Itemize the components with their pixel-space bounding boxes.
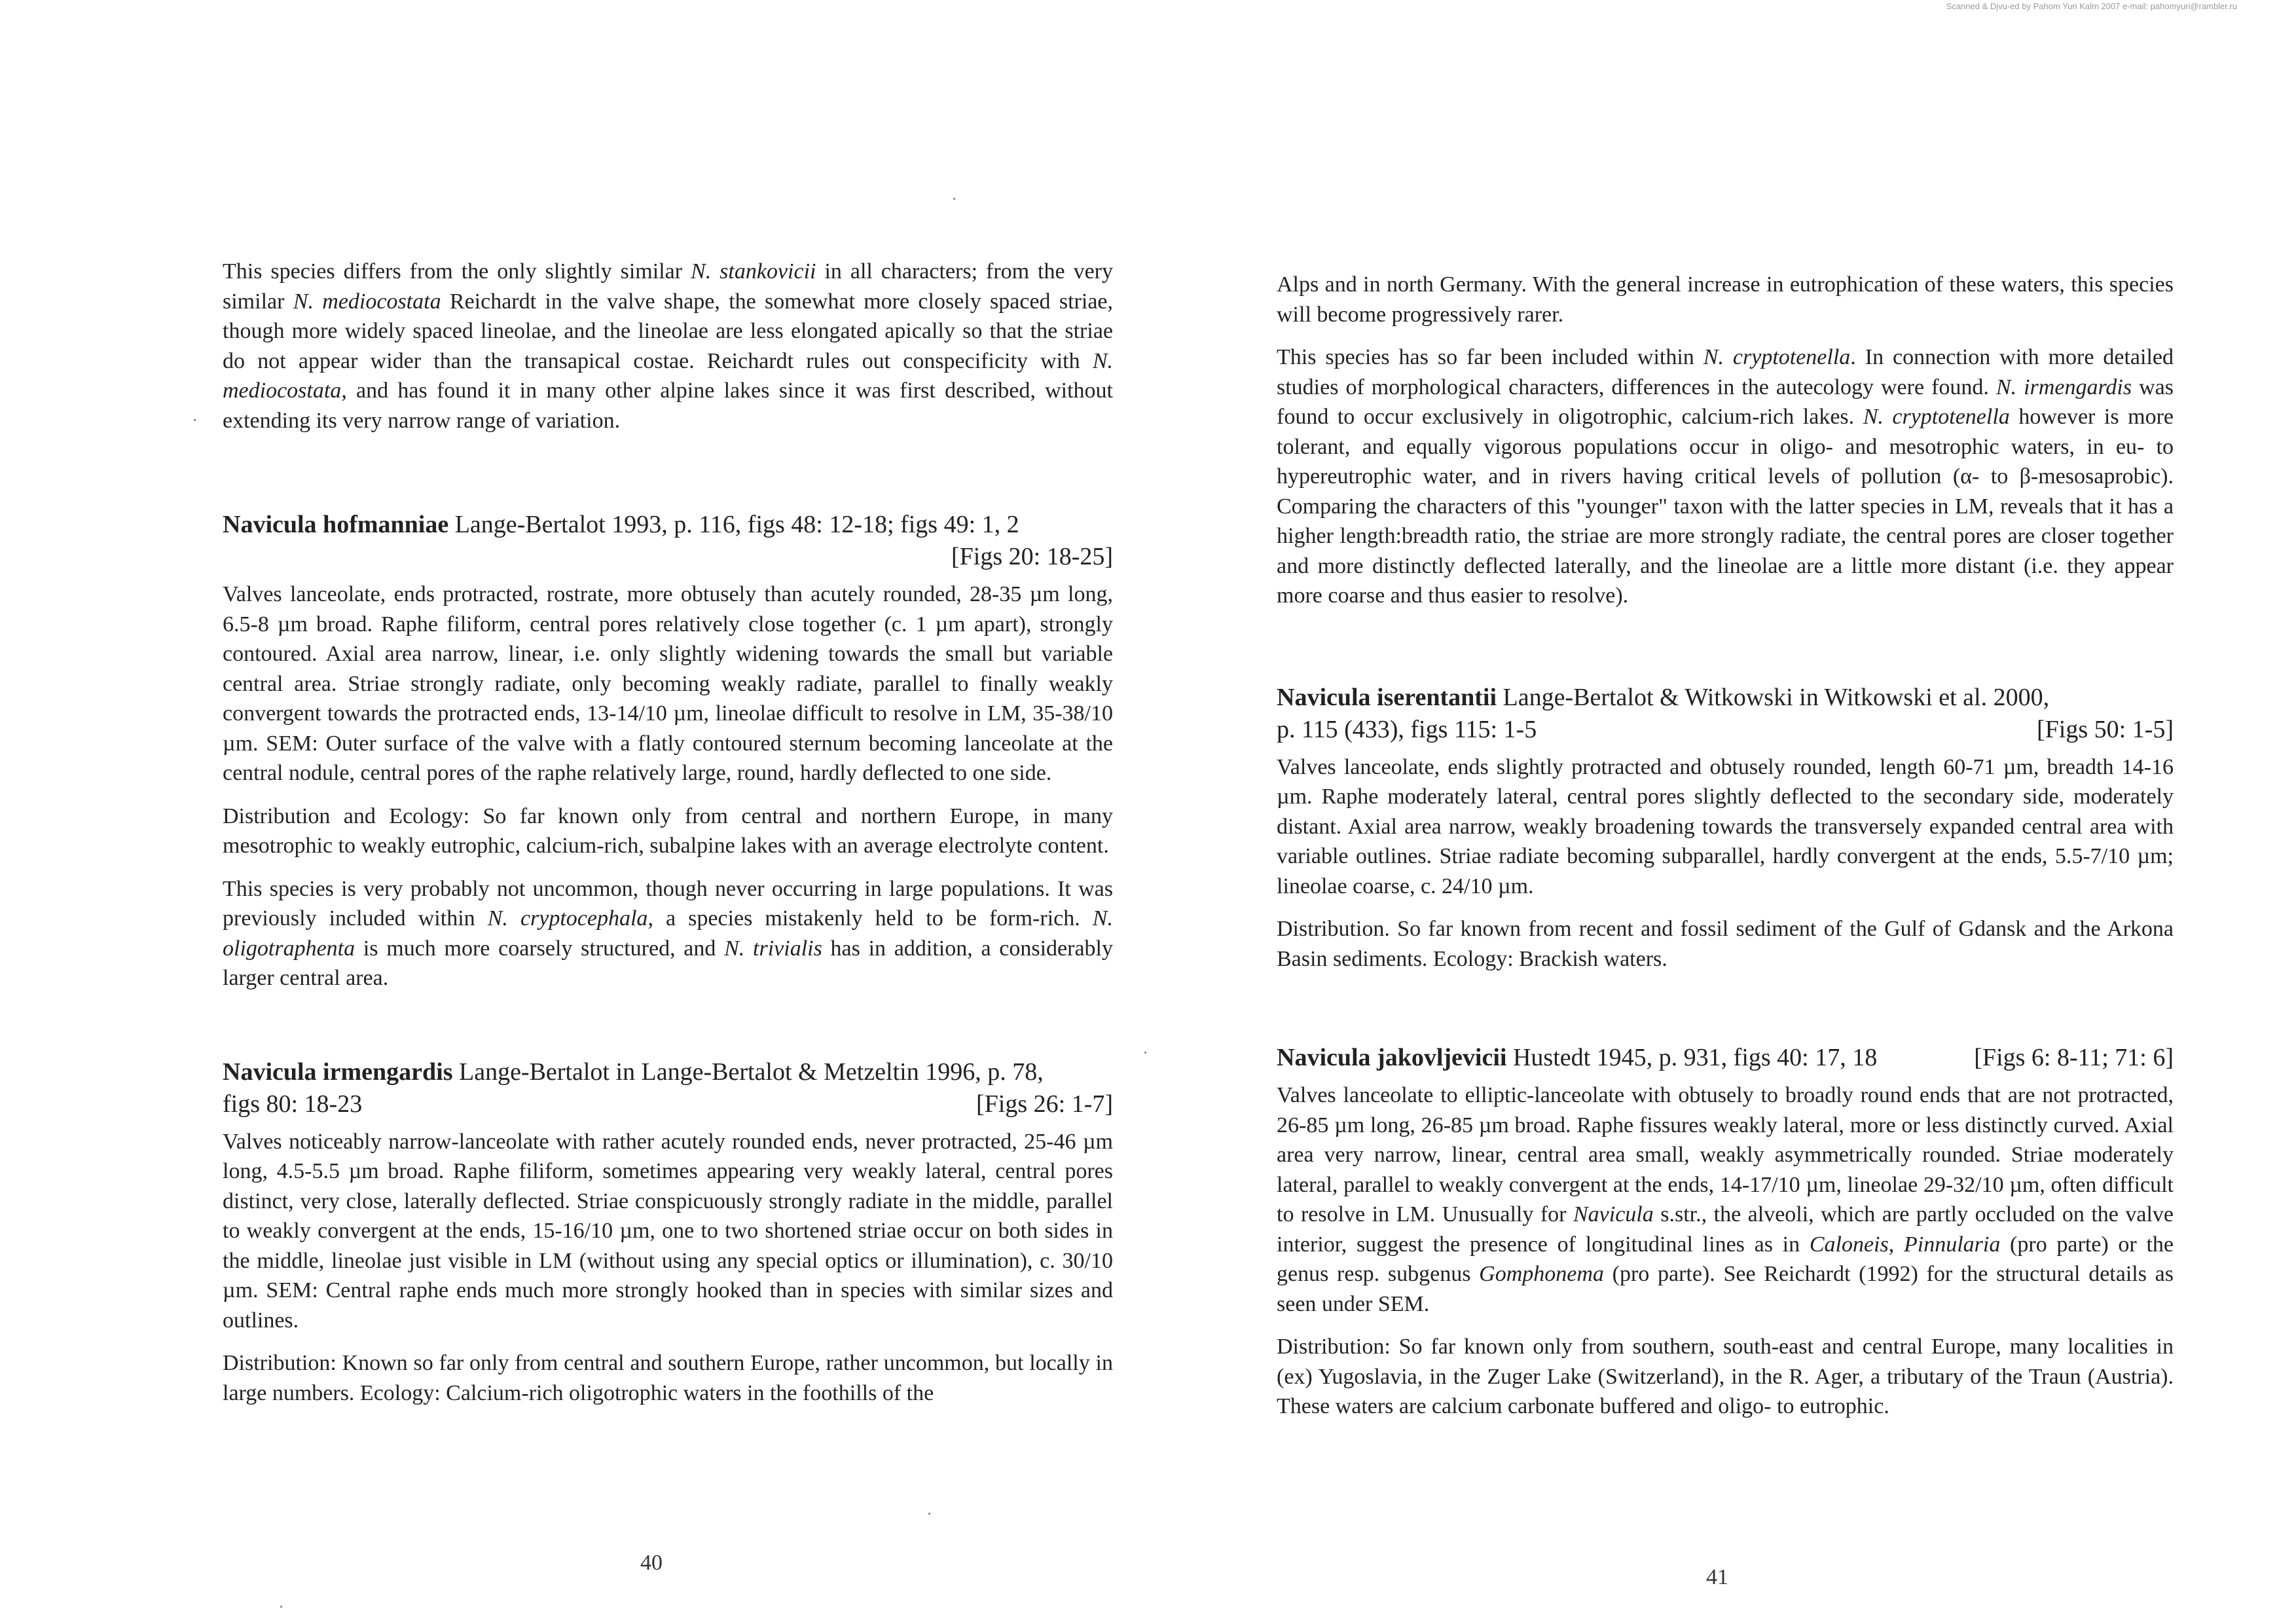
entry-navicula-iserentantii <box>1277 682 2174 974</box>
left-intro-paragraph <box>223 257 1113 435</box>
entry-title <box>1277 1042 1877 1074</box>
italic-text-run: Gomphonema <box>1479 1262 1604 1286</box>
italic-text-run: Caloneis <box>1809 1232 1889 1257</box>
scan-speck <box>194 419 196 421</box>
description-paragraph <box>1277 752 2174 902</box>
remarks-paragraph <box>223 874 1113 993</box>
text-run: , a species mistakenly held to be form-rich. <box>647 906 1093 931</box>
text-run: s.str., the alveoli, which are partly occluded on the valve interior, suggest the presence of longitudinal lines as in <box>1277 1202 2174 1257</box>
entry-navicula-hofmanniae <box>223 509 1113 993</box>
text-run: Valves lanceolate, ends protracted, rostrate, more obtusely than acutely rounded, 28-35 µm long, 6.5-8 µm broad. Raphe filiform, central pores relatively close together (c. 1 µm apart), strongly contoured. Axial area narrow, linear, i.e. only slightly widening towards the small but variable central area. Striae strongly radiate, only becoming weakly radiate, parallel to finally weakly convergent towards the protracted ends, 13-14/10 µm, lineolae difficult to resolve in LM, 35-38/10 µm. SEM: Outer surface of the valve with a flatly contoured sternum becoming lanceolate at the central nodule, central pores of the raphe relatively large, round, hardly deflected to one side. <box>223 582 1113 785</box>
text-run: Distribution. So far known from recent and fossil sediment of the Gulf of Gdansk and the Arkona Basin sediments. Ecology: Brackish waters. <box>1277 917 2174 971</box>
entry-heading <box>223 1056 1113 1120</box>
entry-heading-line <box>223 509 1113 541</box>
distribution-paragraph <box>223 1348 1113 1408</box>
text-run: This species differs from the only slightly similar <box>223 259 691 284</box>
text-run: was found to occur exclusively in oligotrophic, calcium-rich lakes. <box>1277 375 2174 429</box>
text-run: Valves noticeably narrow-lanceolate with rather acutely rounded ends, never protracted, 25-46 µm long, 4.5-5.5 µm broad. Raphe filiform, sometimes appearing very weakly lateral, central pores distinct, very close, laterally deflected. Striae conspicuously strongly radiate in the middle, parallel to weakly convergent at the ends, 15-16/10 µm, one to two shortened striae occur on both sides in the middle, lineolae just visible in LM (without using any special optics or illumination), c. 30/10 µm. SEM: Central raphe ends much more strongly hooked than in species with similar sizes and outlines. <box>223 1129 1113 1333</box>
italic-text-run: N. irmengardis <box>1995 375 2132 399</box>
figure-reference: [Figs 20: 18-25] <box>951 543 1113 570</box>
entry-heading-line <box>223 1088 1113 1120</box>
citation: Lange-Bertalot in Lange-Bertalot & Metzeltin 1996, p. 78, <box>458 1058 1044 1086</box>
distribution-paragraph <box>1277 1332 2174 1422</box>
italic-text-run: Navicula <box>1573 1202 1654 1227</box>
description-paragraph <box>1277 1080 2174 1319</box>
description-paragraph <box>223 1127 1113 1336</box>
entry-heading <box>223 509 1113 573</box>
figure-reference: [Figs 50: 1-5] <box>2037 715 2174 743</box>
right-page <box>1277 270 2174 1435</box>
text-run: This species has so far been included within <box>1277 345 1704 369</box>
citation: Lange-Bertalot & Witkowski in Witkowski et al. 2000, <box>1503 683 2050 711</box>
text-run: Distribution: So far known only from southern, south-east and central Europe, many localities in (ex) Yugoslavia, in the Zuger Lake (Switzerland), in the R. Ager, a tributary of the Traun (Austria). These waters are calcium carbonate buffered and oligo- to eutrophic. <box>1277 1335 2174 1418</box>
text-run: (pro parte) or the genus resp. subgenus <box>1277 1232 2174 1286</box>
figure-reference: [Figs 6: 8-11; 71: 6] <box>1974 1044 2174 1071</box>
text-run: Distribution and Ecology: So far known only from central and northern Europe, in many mesotrophic to weakly eutrophic, calcium-rich, subalpine lakes with an average electrolyte content. <box>223 803 1113 858</box>
entry-title <box>223 1056 1044 1088</box>
distribution-paragraph <box>1277 914 2174 974</box>
taxon-name: Navicula hofmanniae <box>223 511 449 538</box>
text-run: . In connection with more detailed studies of morphological characters, differences in the autecology were found. <box>1277 345 2174 399</box>
italic-text-run: N. cryptotenella <box>1703 345 1851 369</box>
entry-heading <box>1277 682 2174 746</box>
italic-text-run: N. oligotraphenta <box>223 906 1113 961</box>
citation: Hustedt 1945, p. 931, figs 40: 17, 18 <box>1512 1044 1878 1071</box>
taxon-name: Navicula iserentantii <box>1277 683 1497 711</box>
text-run: Valves lanceolate, ends slightly protracted and obtusely rounded, length 60-71 µm, breadth 14-16 µm. Raphe moderately lateral, central pores slightly deflected to the secondary side, moderately distant. Axial area narrow, weakly broadening towards the transversely expanded central area with variable outlines. Striae radiate becoming subparallel, hardly convergent at the ends, 5.5-7/10 µm; lineolae coarse, c. 24/10 µm. <box>1277 754 2174 898</box>
text-run: Reichardt in the valve shape, the somewhat more closely spaced striae, though more widely spaced lineolae, and the lineolae are less elongated apically so that the striae do not appear wider than the transapical costae. Reichardt rules out conspecificity with <box>223 289 1114 373</box>
entry-heading-line <box>1277 1042 2174 1074</box>
text-run: is much more coarsely structured, and <box>355 936 725 961</box>
distribution-paragraph <box>223 802 1113 861</box>
taxon-name: Navicula jakovljevicii <box>1277 1044 1507 1071</box>
entry-title <box>1277 682 2049 714</box>
citation-continued: p. 115 (433), figs 115: 1-5 <box>1277 715 1537 743</box>
entry-heading-line <box>223 541 1113 573</box>
scan-credit: Scanned & Djvu-ed by Pahom Yuri Kalm 2007 e-mail: pahomyuri@rambler.ru <box>1946 1 2237 11</box>
text-run: has in addition, a considerably larger central area. <box>223 936 1113 990</box>
entry-heading-line <box>223 1056 1113 1088</box>
left-page <box>223 257 1113 1421</box>
citation: Lange-Bertalot 1993, p. 116, figs 48: 12-18; figs 49: 1, 2 <box>454 511 1019 538</box>
italic-text-run: N. mediocostata <box>223 348 1113 403</box>
entry-title <box>223 509 1019 541</box>
text-run: Alps and in north Germany. With the general increase in eutrophication of these waters, this species will become progressively rarer. <box>1277 272 2174 327</box>
text-run: This species is very probably not uncommon, though never occurring in large populations. It was previously included within <box>223 876 1113 931</box>
entry-heading-line <box>1277 714 2174 746</box>
text-run: , and has found it in many other alpine lakes since it was first described, without extending its very narrow range of variation. <box>223 378 1113 433</box>
scan-speck <box>953 198 955 200</box>
entry-heading-line <box>1277 682 2174 714</box>
italic-text-run: N. cryptotenella <box>1863 405 2010 429</box>
text-run: in all characters; from the very similar <box>223 259 1113 314</box>
italic-text-run: N. stankovicii <box>691 259 816 284</box>
right-intro-paragraph <box>1277 270 2174 329</box>
text-run: , <box>1888 1232 1904 1257</box>
page-number-left: 40 <box>640 1551 663 1575</box>
taxon-name: Navicula irmengardis <box>223 1058 453 1086</box>
text-run: Distribution: Known so far only from central and southern Europe, rather uncommon, but locally in large numbers. Ecology: Calcium-rich oligotrophic waters in the foothills of the <box>223 1351 1113 1405</box>
page-number-right: 41 <box>1706 1565 1728 1589</box>
citation-continued: figs 80: 18-23 <box>223 1090 363 1118</box>
right-remarks-paragraph <box>1277 342 2174 611</box>
italic-text-run: Pinnularia <box>1903 1232 2001 1257</box>
text-run: however is more tolerant, and equally vigorous populations occur in oligo- and mesotrophic waters, in eu- to hypereutrophic water, and in rivers having critical levels of pollution (α- to β-mesosaprobic). Comparing the characters of this "younger" taxon with the latter species in LM, reveals that it has a higher length:breadth ratio, the striae are more strongly radiate, the central pores are closer together and more distinctly deflected laterally, and the lineolae are a little more distant (i.e. they appear more coarse and thus easier to resolve). <box>1277 405 2174 608</box>
italic-text-run: N. trivialis <box>724 936 822 961</box>
italic-text-run: N. cryptocephala <box>487 906 648 931</box>
scan-speck <box>928 1513 930 1515</box>
text-run: Valves lanceolate to elliptic-lanceolate with obtusely to broadly round ends that are not protracted, 26-85 µm long, 26-85 µm broad. Raphe fissures weakly lateral, more or less distinctly curved. Axial area very narrow, linear, central area small, weakly asymmetrically rounded. Striae moderately lateral, parallel to weakly convergent at the ends, 14-17/10 µm, lineolae 29-32/10 µm, often difficult to resolve in LM. Unusually for <box>1277 1083 2174 1227</box>
scan-speck <box>280 1606 282 1608</box>
description-paragraph <box>223 580 1113 788</box>
text-run: (pro parte). See Reichardt (1992) for the structural details as seen under SEM. <box>1277 1262 2174 1316</box>
entry-heading <box>1277 1042 2174 1074</box>
entry-navicula-irmengardis <box>223 1056 1113 1409</box>
scan-speck <box>1144 1052 1146 1054</box>
italic-text-run: N. mediocostata <box>293 289 441 314</box>
entry-navicula-jakovljevicii <box>1277 1042 2174 1422</box>
figure-reference: [Figs 26: 1-7] <box>976 1090 1113 1118</box>
